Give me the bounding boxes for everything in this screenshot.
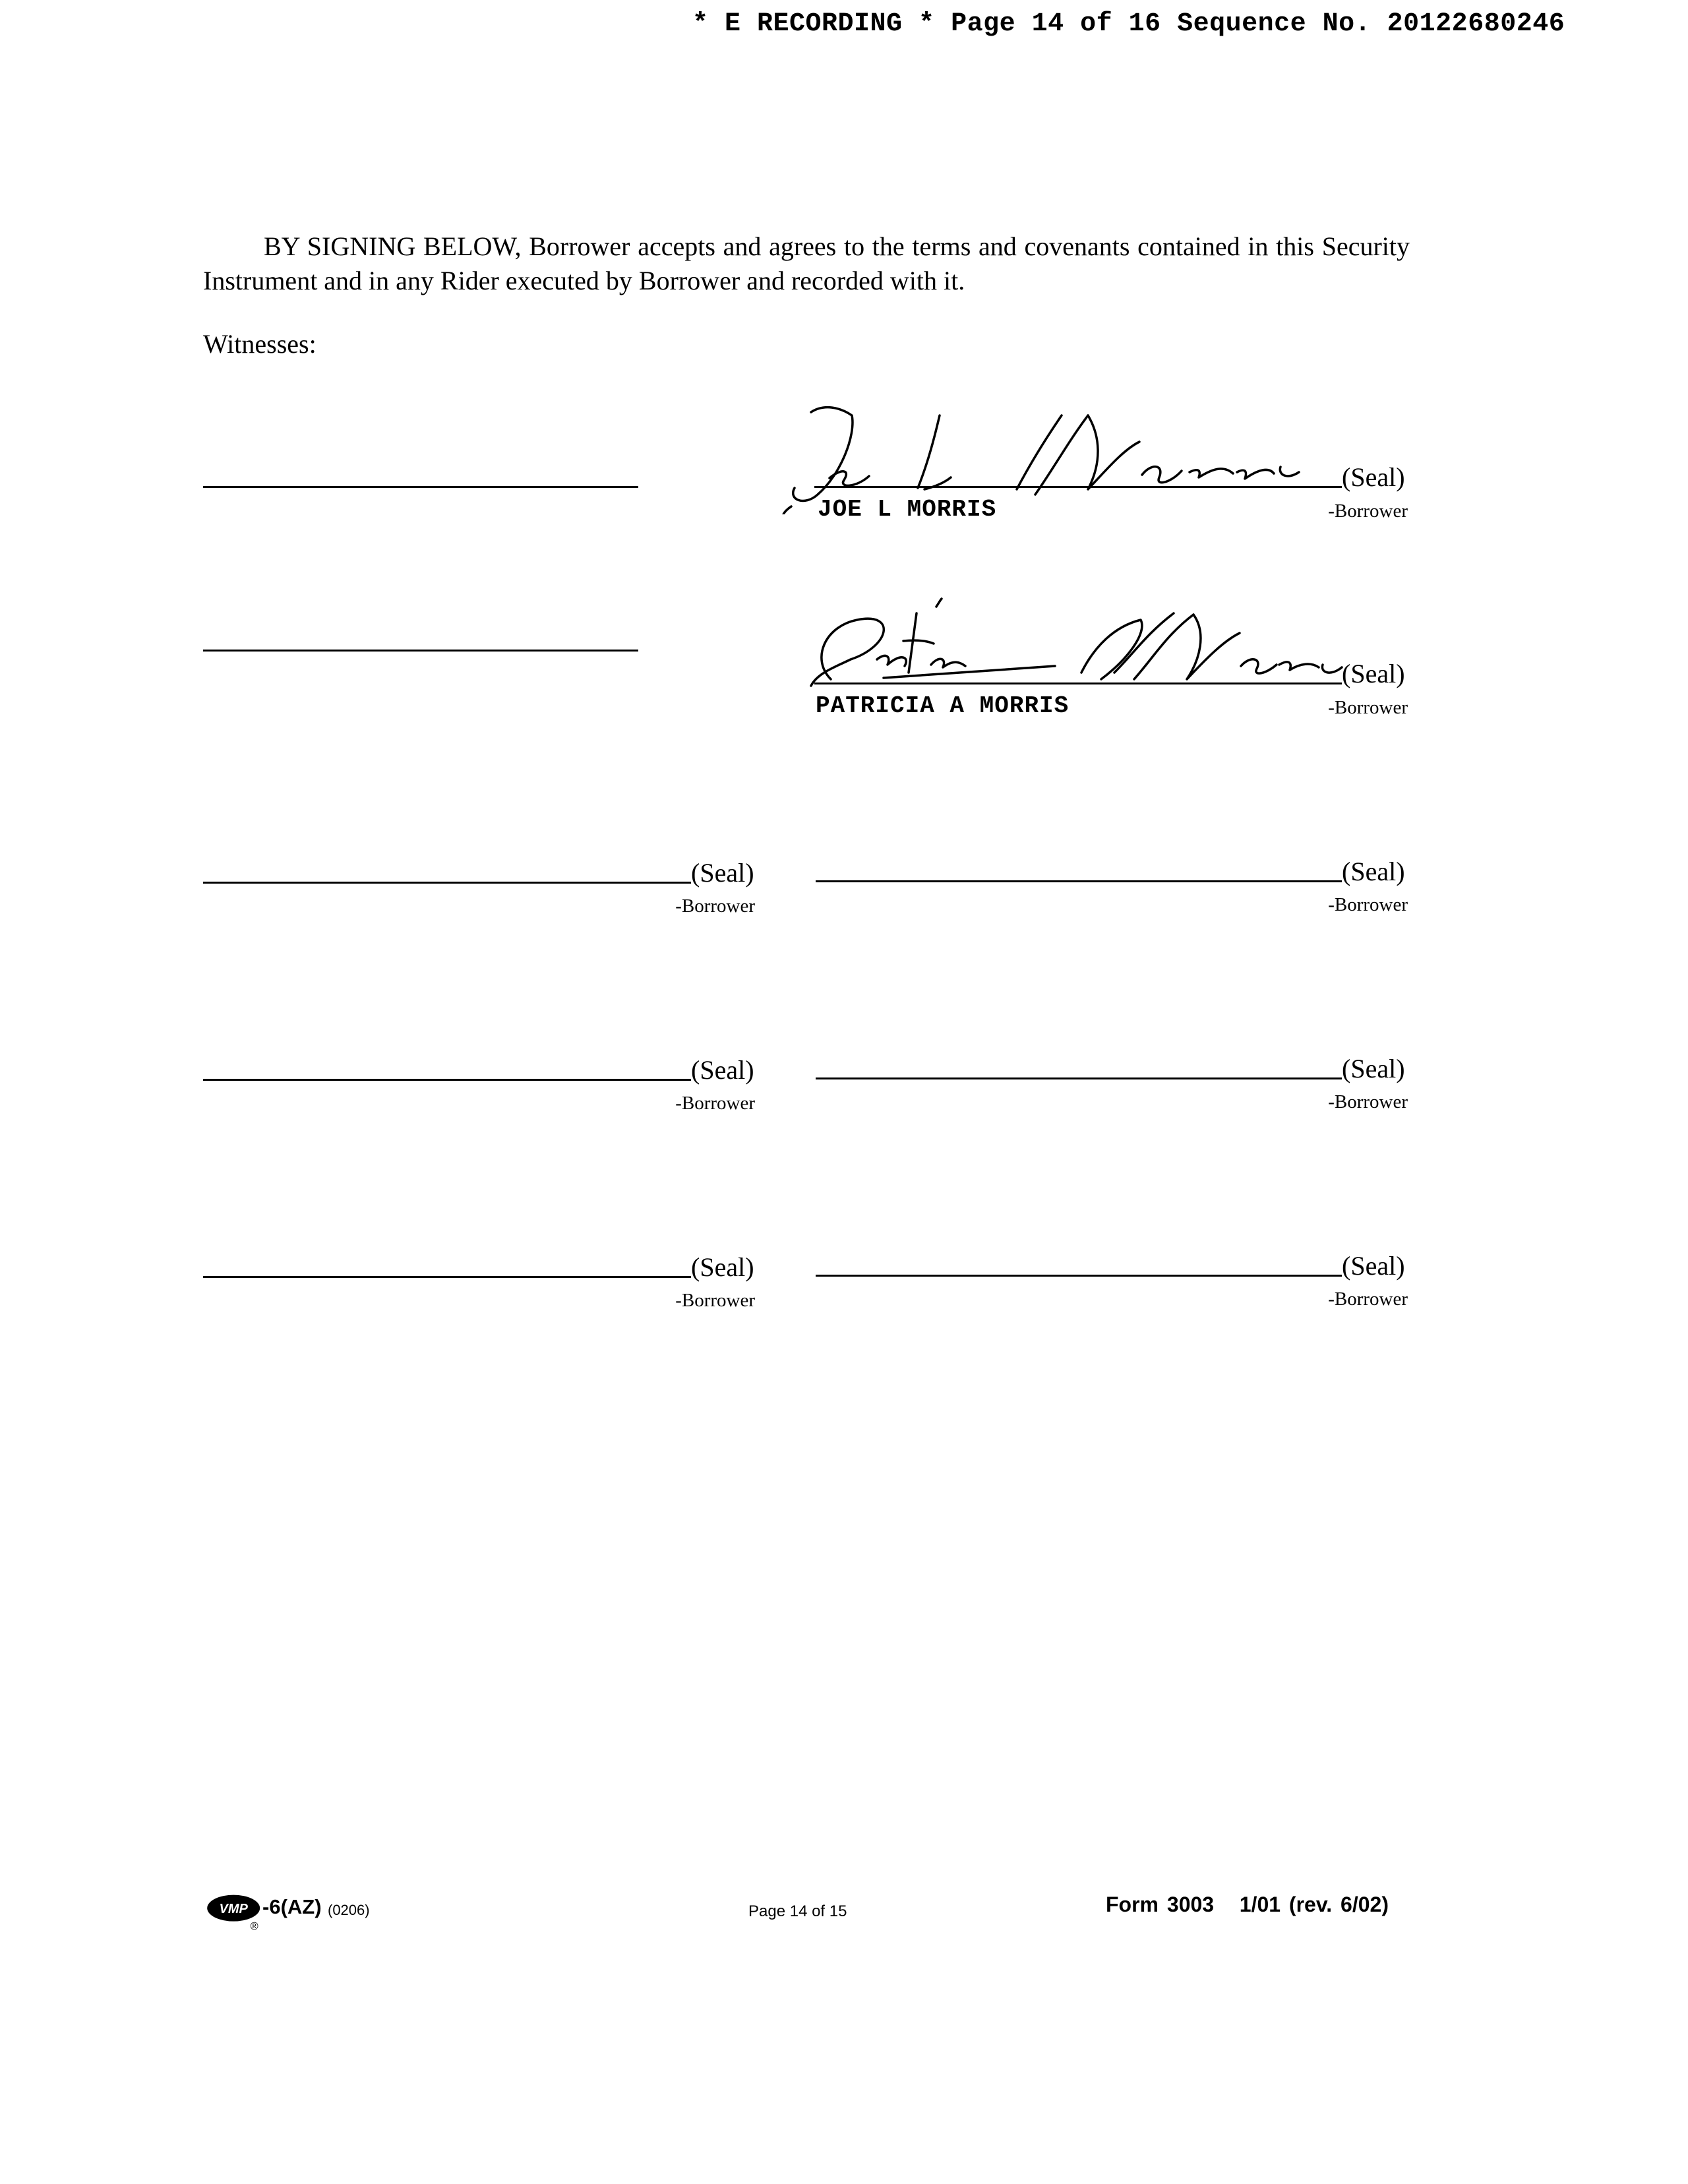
form-number-label: Form 3003 [1106,1893,1215,1916]
signature-line[interactable] [203,1276,691,1278]
seal-label: (Seal) [691,1252,754,1282]
borrower-label: -Borrower [675,1290,755,1311]
vmp-logo-icon [203,1893,266,1932]
page-number: Page 14 of 15 [748,1902,847,1920]
witness-line-2[interactable] [203,650,638,652]
form-version: 1/01 (rev. 6/02) [1239,1893,1389,1916]
signature-line-patricia[interactable] [814,682,1342,684]
signing-statement [203,229,1410,298]
witness-line-1[interactable] [203,486,638,488]
printed-name-patricia: PATRICIA A MORRIS [816,692,1070,719]
borrower-label: -Borrower [675,895,755,917]
form-number [1106,1893,1389,1917]
borrower-label: -Borrower [675,1093,755,1114]
seal-label: (Seal) [1342,462,1405,492]
signature-line[interactable] [816,1275,1342,1277]
borrower-label: -Borrower [1328,697,1408,718]
handwritten-signature-patricia [804,593,1352,692]
signature-line[interactable] [816,880,1342,882]
signing-statement-text: BY SIGNING BELOW, Borrower accepts and agrees to the terms and covenants contained in this Security Instrument and in any Rider executed by Borrower and recorded with it. [203,231,1410,295]
vmp-logo-text: VMP [219,1901,248,1916]
borrower-label: -Borrower [1328,501,1408,522]
signature-line[interactable] [203,882,691,884]
signature-line-joe[interactable] [814,486,1342,488]
recording-header: * E RECORDING * Page 14 of 16 Sequence No. 20122680246 [692,9,1565,39]
signature-line[interactable] [816,1077,1342,1079]
form-date: (0206) [328,1902,370,1918]
printed-name-joe: JOE L MORRIS [818,496,997,523]
borrower-label: -Borrower [1328,1091,1408,1112]
witnesses-label: Witnesses: [203,329,316,359]
seal-label: (Seal) [1342,857,1405,886]
borrower-label: -Borrower [1328,894,1408,915]
signature-line[interactable] [203,1079,691,1081]
seal-label: (Seal) [1342,1251,1405,1281]
registered-mark: ® [250,1920,258,1932]
seal-label: (Seal) [1342,659,1405,688]
seal-label: (Seal) [1342,1054,1405,1083]
form-code: -6(AZ) [262,1895,322,1918]
seal-label: (Seal) [691,1055,754,1085]
borrower-label: -Borrower [1328,1289,1408,1310]
seal-label: (Seal) [691,858,754,888]
